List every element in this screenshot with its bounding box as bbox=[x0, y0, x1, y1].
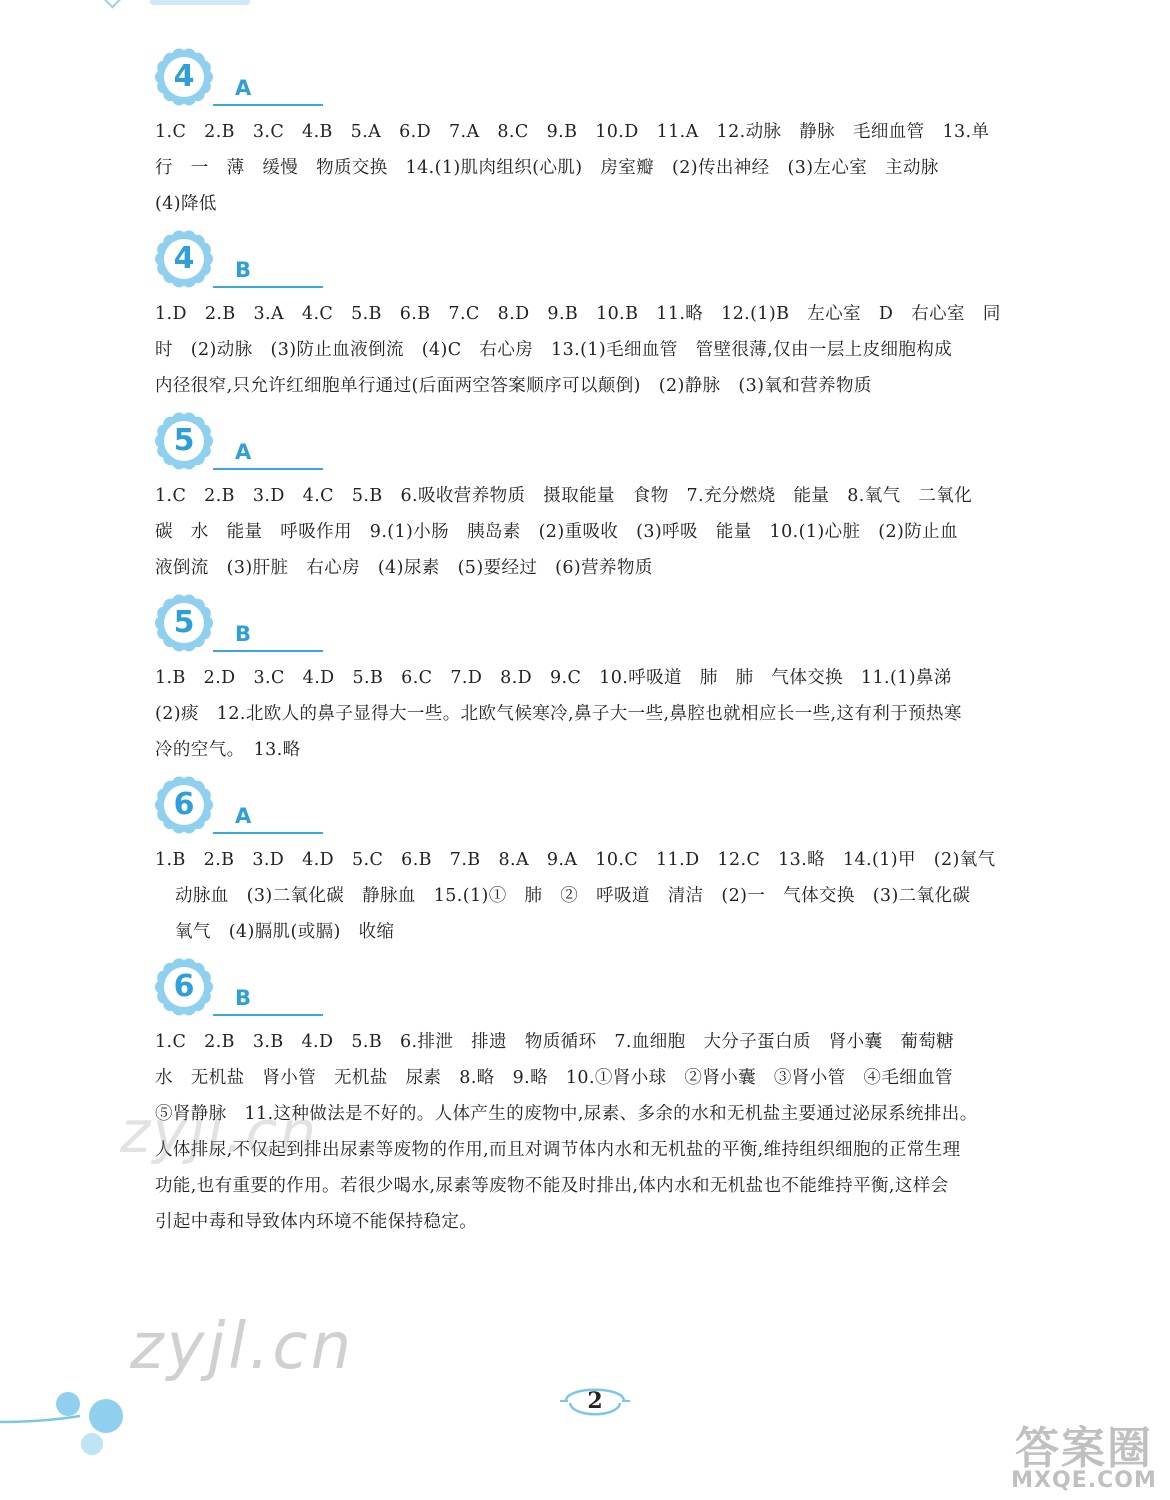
answer-line: 人体排尿,不仅起到排出尿素等废物的作用,而且对调节体内水和无机盐的平衡,维持组织细胞的正常生理 bbox=[155, 1140, 961, 1160]
section-badge bbox=[155, 230, 273, 294]
answer-line: 1.D 2.B 3.A 4.C 5.B 6.B 7.C 8.D 9.B 10.B 11.略 12.(1)B 左心室 D 右心室 同 bbox=[155, 304, 1001, 324]
answer-line: (4)降低 bbox=[155, 194, 217, 214]
answer-line: 氧气 (4)膈肌(或膈) 收缩 bbox=[175, 922, 395, 942]
level-underline bbox=[213, 468, 323, 470]
level-underline bbox=[213, 1014, 323, 1016]
answer-block bbox=[155, 660, 1039, 768]
answer-line: 水 无机盐 肾小管 无机盐 尿素 8.略 9.略 10.①肾小球 ②肾小囊 ③肾小管 ④毛细血管 bbox=[155, 1068, 953, 1088]
answer-line: 液倒流 (3)肝脏 右心房 (4)尿素 (5)要经过 (6)营养物质 bbox=[155, 558, 653, 578]
section-badge bbox=[155, 412, 273, 476]
section-badge bbox=[155, 48, 273, 112]
answer-line: (2)痰 12.北欧人的鼻子显得大一些。北欧气候寒冷,鼻子大一些,鼻腔也就相应长一些,这有利于预热寒 bbox=[155, 704, 962, 724]
level-underline bbox=[213, 286, 323, 288]
answer-line: 引起中毒和导致体内环境不能保持稳定。 bbox=[155, 1212, 478, 1232]
answer-line: 1.B 2.B 3.D 4.D 5.C 6.B 7.B 8.A 9.A 10.C 11.D 12.C 13.略 14.(1)甲 (2)氧气 bbox=[155, 850, 996, 870]
watermark-logo bbox=[1000, 1412, 1168, 1498]
page-number-badge bbox=[560, 1378, 630, 1424]
section-level: A bbox=[235, 440, 252, 464]
header-bar bbox=[150, 0, 250, 5]
section-number: 6 bbox=[173, 969, 195, 1004]
answer-line: 时 (2)动脉 (3)防止血液倒流 (4)C 右心房 13.(1)毛细血管 管壁很薄,仅由一层上皮细胞构成 bbox=[155, 340, 953, 360]
section-level: B bbox=[235, 258, 252, 282]
answer-line: 冷的空气。 13.略 bbox=[155, 740, 301, 760]
section-level: A bbox=[235, 804, 252, 828]
answer-line: 动脉血 (3)二氧化碳 静脉血 15.(1)① 肺 ② 呼吸道 清洁 (2)一 气体交换 (3)二氧化碳 bbox=[175, 886, 971, 906]
answer-block bbox=[155, 114, 1039, 222]
bubbles-decoration-icon bbox=[0, 1388, 140, 1468]
page-number: 2 bbox=[587, 1388, 603, 1414]
section-level: B bbox=[235, 622, 252, 646]
section-badge bbox=[155, 958, 273, 1022]
section-number: 5 bbox=[173, 423, 195, 458]
section-level: A bbox=[235, 76, 252, 100]
section-number: 4 bbox=[173, 241, 195, 276]
answer-line: 1.C 2.B 3.B 4.D 5.B 6.排泄 排遗 物质循环 7.血细胞 大分子蛋白质 肾小囊 葡萄糖 bbox=[155, 1032, 955, 1052]
section-number: 6 bbox=[173, 787, 195, 822]
answer-block bbox=[155, 296, 1039, 404]
corner-chevron-icon bbox=[104, 0, 128, 8]
answer-line: 行 一 薄 缓慢 物质交换 14.(1)肌肉组织(心肌) 房室瓣 (2)传出神经 (3)左心室 主动脉 bbox=[155, 158, 939, 178]
section-badge bbox=[155, 594, 273, 658]
level-underline bbox=[213, 832, 323, 834]
level-underline bbox=[213, 104, 323, 106]
answer-line: 内径很窄,只允许红细胞单行通过(后面两空答案顺序可以颠倒) (2)静脉 (3)氧和营养物质 bbox=[155, 376, 872, 396]
answer-line: 碳 水 能量 呼吸作用 9.(1)小肠 胰岛素 (2)重吸收 (3)呼吸 能量 10.(1)心脏 (2)防止血 bbox=[155, 522, 958, 542]
answer-line: 1.C 2.B 3.D 4.C 5.B 6.吸收营养物质 摄取能量 食物 7.充分燃烧 能量 8.氧气 二氧化 bbox=[155, 486, 973, 506]
section-number: 4 bbox=[173, 59, 195, 94]
answer-line: ⑤肾静脉 11.这种做法是不好的。人体产生的废物中,尿素、多余的水和无机盐主要通过泌尿系统排出。 bbox=[155, 1104, 978, 1124]
answer-line: 功能,也有重要的作用。若很少喝水,尿素等废物不能及时排出,体内水和无机盐也不能维持平衡,这样会 bbox=[155, 1176, 949, 1196]
section-level: B bbox=[235, 986, 252, 1010]
watermark-low: zyjl.cn bbox=[130, 1310, 355, 1384]
section-badge bbox=[155, 776, 273, 840]
answer-line: 1.B 2.D 3.C 4.D 5.B 6.C 7.D 8.D 9.C 10.呼吸道 肺 肺 气体交换 11.(1)鼻涕 bbox=[155, 668, 952, 688]
section-number: 5 bbox=[173, 605, 195, 640]
level-underline bbox=[213, 650, 323, 652]
watermark-logo-sub: MXQE.COM bbox=[1011, 1468, 1157, 1493]
watermark-mid: zyjl.cn bbox=[120, 1098, 319, 1166]
answer-line: 1.C 2.B 3.C 4.B 5.A 6.D 7.A 8.C 9.B 10.D 11.A 12.动脉 静脉 毛细血管 13.单 bbox=[155, 122, 990, 142]
answer-block bbox=[155, 842, 1039, 950]
watermark-logo-main: 答案圈 bbox=[1015, 1423, 1153, 1474]
answer-block bbox=[155, 478, 1039, 586]
